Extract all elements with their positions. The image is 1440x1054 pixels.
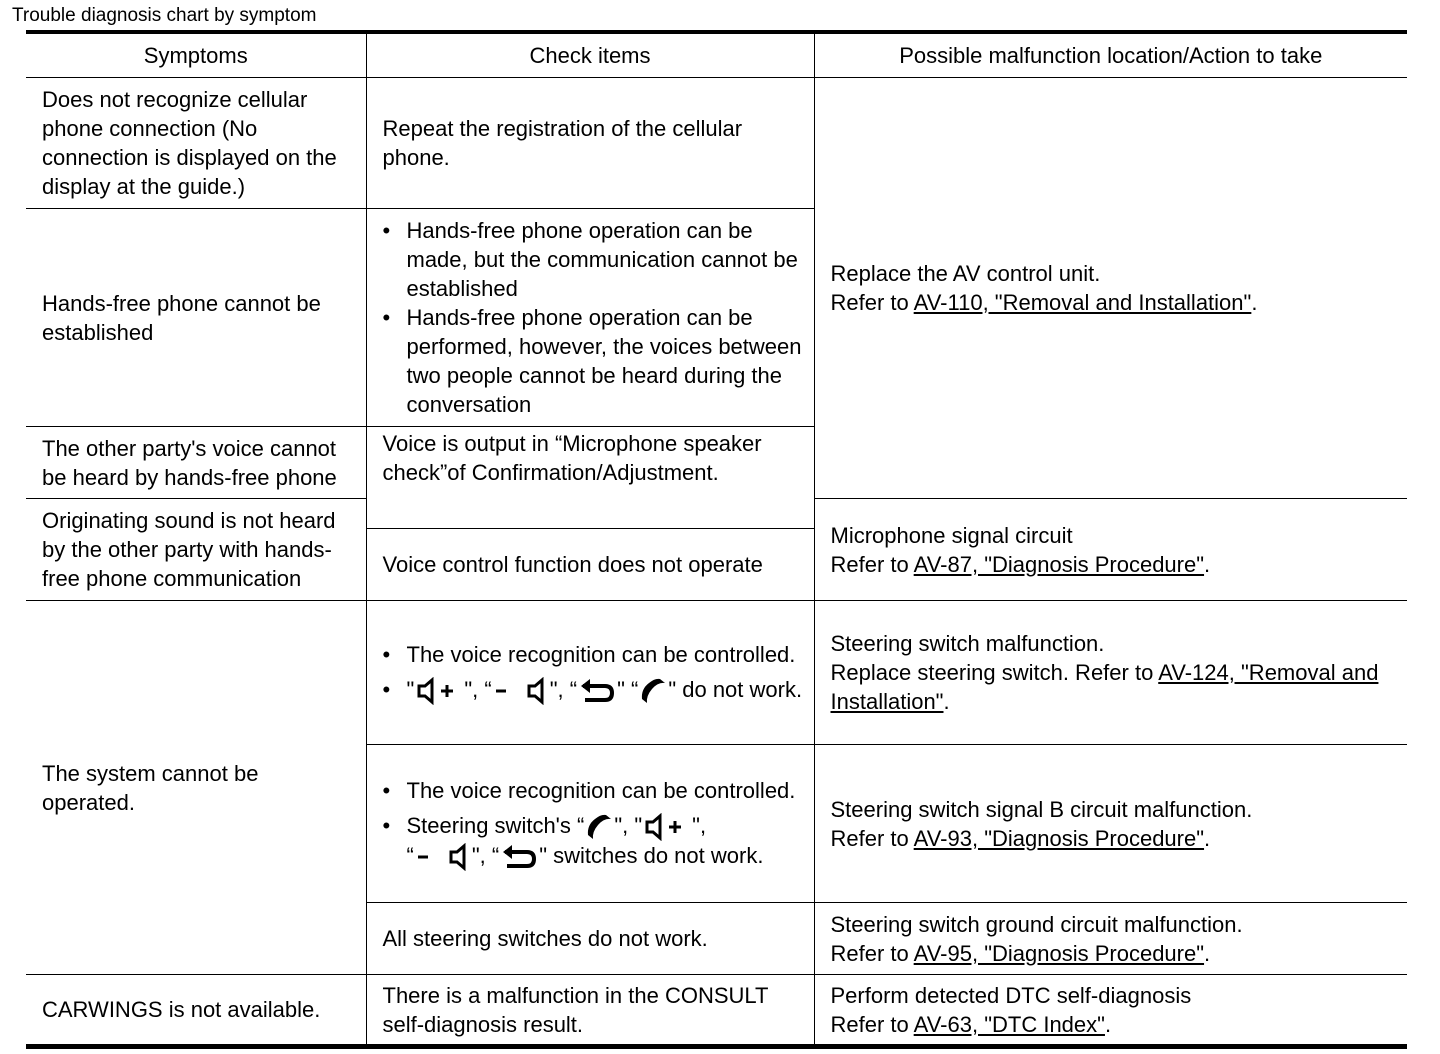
quote: ", “ (549, 676, 578, 702)
action-cell (814, 903, 1407, 975)
action-text: Replace the AV control unit. (830, 261, 1101, 286)
quote: " “ (617, 676, 639, 702)
list-item: • The voice recognition can be controlled. (383, 776, 806, 805)
list-item: • The voice recognition can be controlled. (383, 640, 806, 669)
quote: ", “ (471, 843, 500, 868)
table-row (26, 601, 1407, 745)
volume-down-icon (494, 677, 548, 705)
header-row (26, 32, 1407, 78)
quote: " (406, 676, 415, 702)
check-list (383, 216, 806, 419)
volume-up-icon (416, 677, 462, 705)
reference-link[interactable]: AV-95, "Diagnosis Procedure" (913, 940, 1205, 966)
action-text: Perform detected DTC self-diagnosis (830, 982, 1192, 1008)
reference-link[interactable]: AV-124, "Removal and Installation" (830, 660, 1379, 714)
check-cell (366, 209, 814, 427)
action-cell (814, 975, 1407, 1047)
list-item (383, 811, 806, 871)
check-list (383, 776, 806, 871)
action-text: Microphone signal circuit (830, 522, 1073, 548)
refer-text: Refer to (830, 940, 909, 966)
table-row (26, 78, 1407, 209)
symptom-cell: Hands-free phone cannot be established (26, 209, 366, 427)
check-list (383, 640, 806, 705)
action-text: Steering switch signal B circuit malfunction. (830, 796, 1253, 822)
refer-text: Refer to (830, 1011, 909, 1037)
reference-link[interactable]: AV-87, "Diagnosis Procedure" (913, 551, 1205, 577)
period: . (943, 689, 950, 714)
quote: ", “ (464, 676, 492, 702)
list-item: • Hands-free phone operation can be made, but the communication cannot be established (383, 216, 806, 303)
list-item-text: " switches do not work. (539, 843, 764, 868)
check-cell: Voice is output in “Microphone speaker check”of Confirmation/Adjustment. (366, 427, 814, 529)
reference-link[interactable]: AV-93, "Diagnosis Procedure" (913, 825, 1205, 851)
refer-text: Refer to (830, 290, 909, 315)
back-icon (501, 844, 537, 870)
refer-text: Refer to (830, 551, 909, 577)
symptom-cell: Originating sound is not heard by the other party with hands-free phone communication (26, 499, 366, 601)
period: . (1204, 551, 1211, 577)
action-text: Steering switch ground circuit malfunction. (830, 911, 1243, 937)
list-item: • Hands-free phone operation can be performed, however, the voices between two people cannot be heard during the conversation (383, 303, 806, 419)
volume-down-icon (416, 843, 470, 871)
action-text: Replace steering switch. Refer to (830, 660, 1154, 685)
period: . (1204, 825, 1211, 851)
check-cell: Repeat the registration of the cellular phone. (366, 78, 814, 209)
header-check-items: Check items (366, 32, 814, 78)
symptom-cell: The system cannot be operated. (26, 601, 366, 975)
diagnosis-table (26, 30, 1407, 1049)
action-cell (814, 601, 1407, 745)
phone-icon (640, 677, 666, 705)
volume-up-icon (644, 813, 690, 841)
quote: ", (692, 812, 707, 838)
list-item-text: " do not work. (668, 676, 803, 702)
period: . (1104, 1011, 1112, 1037)
action-cell (814, 499, 1407, 601)
quote: “ (406, 843, 414, 868)
quote: ", " (614, 812, 643, 838)
symptom-cell: CARWINGS is not available. (26, 975, 366, 1047)
check-cell (366, 601, 814, 745)
action-cell (814, 745, 1407, 903)
check-cell (366, 745, 814, 903)
check-cell: All steering switches do not work. (366, 903, 814, 975)
list-item-text: Steering switch's “ (406, 812, 585, 838)
page-title: Trouble diagnosis chart by symptom (12, 5, 317, 26)
symptom-cell: Does not recognize cellular phone connection (No connection is displayed on the display at the guide.) (26, 78, 366, 209)
period: . (1251, 290, 1258, 315)
reference-link[interactable]: AV-63, "DTC Index" (913, 1011, 1105, 1037)
symptom-cell: The other party's voice cannot be heard by hands-free phone (26, 427, 366, 499)
header-symptoms: Symptoms (26, 32, 366, 78)
check-cell: Voice control function does not operate (366, 529, 814, 601)
header-action: Possible malfunction location/Action to take (814, 32, 1407, 78)
list-item (383, 675, 806, 705)
reference-link[interactable]: AV-110, "Removal and Installation" (913, 290, 1252, 315)
back-icon (579, 678, 615, 704)
action-text: Steering switch malfunction. (830, 631, 1105, 656)
refer-text: Refer to (830, 825, 909, 851)
table-row (26, 975, 1407, 1047)
phone-icon (586, 813, 612, 841)
period: . (1204, 940, 1211, 966)
action-cell (814, 78, 1407, 499)
check-cell: There is a malfunction in the CONSULT self-diagnosis result. (366, 975, 814, 1047)
